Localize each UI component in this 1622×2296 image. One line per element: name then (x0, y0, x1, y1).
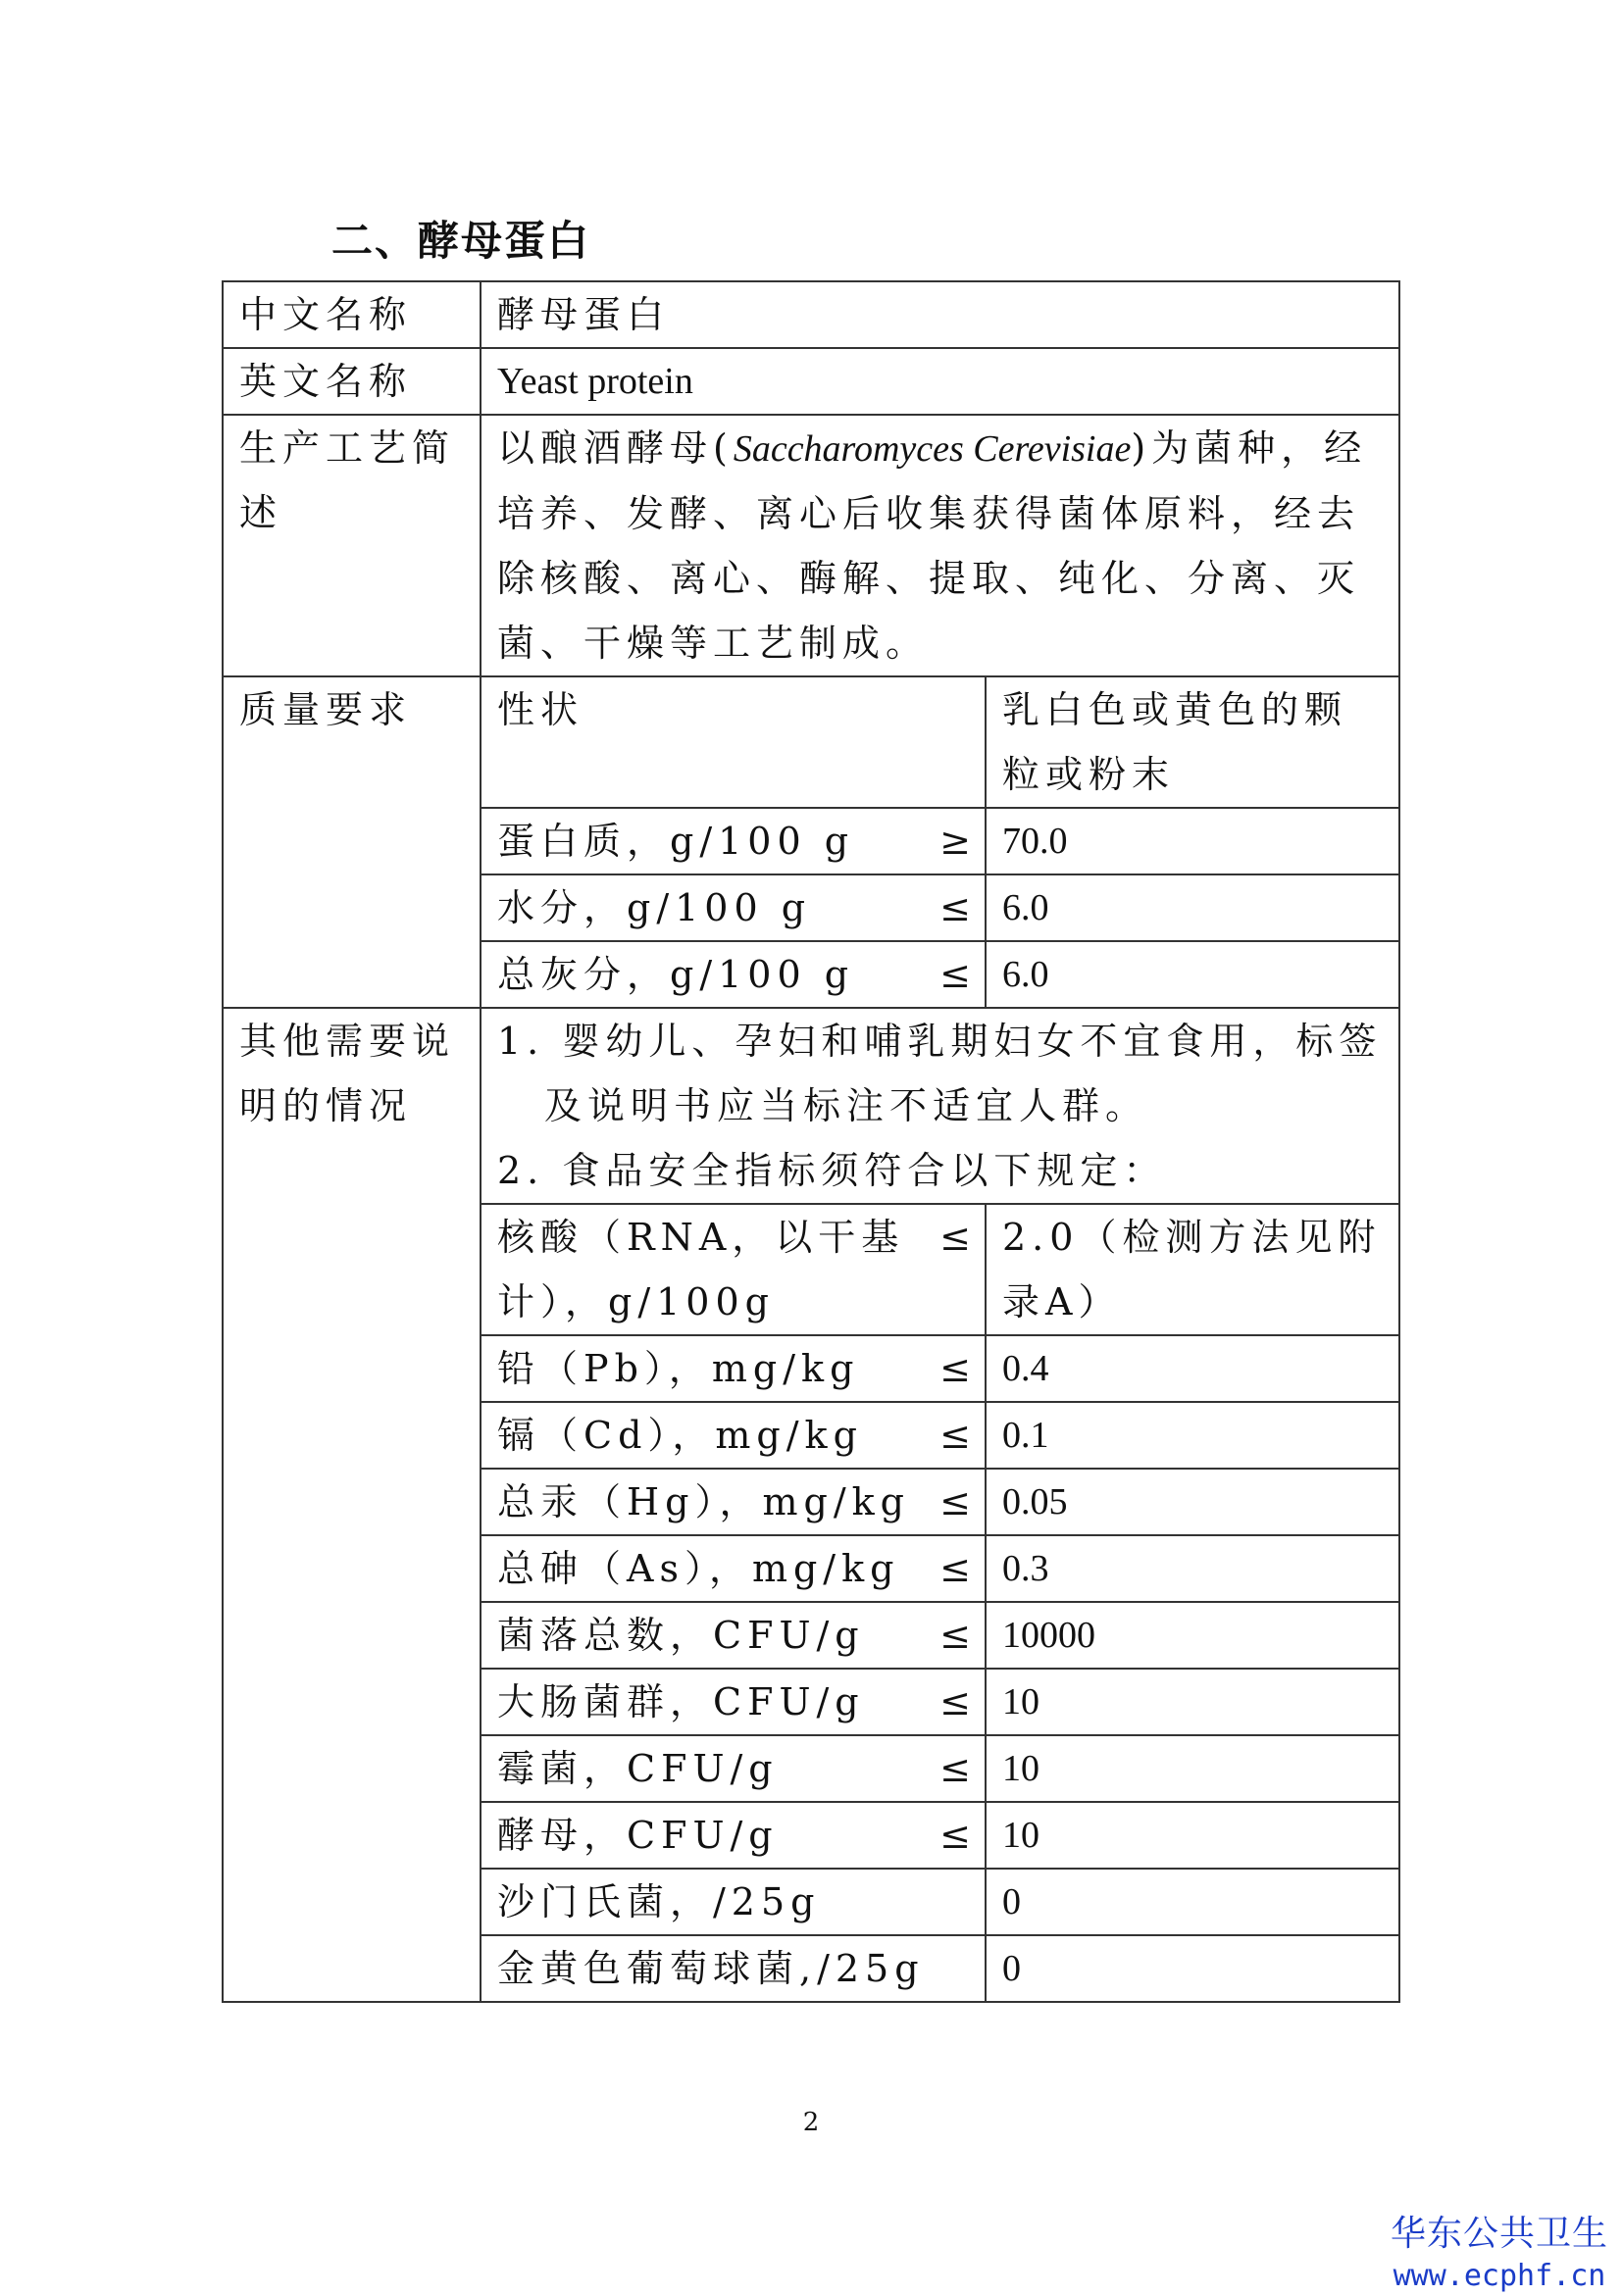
safety-item-name: 金黄色葡萄球菌,/25g (497, 1947, 925, 1990)
safety-item-value: 0 (986, 1935, 1399, 2002)
page-number: 2 (802, 2108, 820, 2137)
process-text-after: )为菌种，经培养、发酵、离心后收集获得菌体原料，经去除核酸、离心、酶解、提取、纯化、分离、灭菌、干燥等工艺制成。 (497, 426, 1368, 665)
other-notes-row (223, 1008, 1399, 1204)
section-title: 二、酵母蛋白 (331, 217, 591, 265)
safety-item-value: 10 (986, 1735, 1399, 1802)
quality-item-name: 水分，g/100 g (497, 886, 812, 929)
safety-item-name: 核酸（RNA，以干基计），g/100g (497, 1216, 905, 1323)
quality-item-name: 性状 (481, 676, 986, 808)
safety-item-value: 10000 (986, 1602, 1399, 1669)
safety-item-name: 总砷（As），mg/kg (497, 1547, 900, 1590)
safety-item-value: 10 (986, 1669, 1399, 1735)
other-note: 2. 食品安全指标须符合以下规定： (497, 1149, 1167, 1192)
safety-item-name-cell (481, 1602, 986, 1669)
safety-item-name: 霉菌，CFU/g (497, 1747, 779, 1790)
quality-row (223, 676, 1399, 808)
watermark-url: www.ecphf.cn (1393, 2259, 1606, 2293)
safety-item-name: 沙门氏菌，/25g (497, 1880, 821, 1923)
quality-item-name-cell (481, 874, 986, 941)
comparison-symbol: ≤ (939, 1814, 971, 1857)
safety-item-name-cell (481, 1669, 986, 1735)
other-label: 其他需要说明的情况 (223, 1008, 481, 2002)
spec-table (222, 280, 1400, 2003)
quality-item-value: 乳白色或黄色的颗粒或粉末 (986, 676, 1399, 808)
safety-item-name: 酵母，CFU/g (497, 1814, 779, 1857)
watermark (1391, 2212, 1608, 2296)
safety-item-name-cell (481, 1204, 986, 1335)
en-name-label: 英文名称 (223, 348, 481, 415)
row-en-name (223, 348, 1399, 415)
comparison-symbol: ≥ (939, 820, 971, 863)
safety-item-name: 总汞（Hg），mg/kg (497, 1480, 910, 1523)
comparison-symbol: ≤ (939, 1614, 971, 1657)
process-label: 生产工艺简述 (223, 415, 481, 676)
comparison-symbol: ≤ (939, 1347, 971, 1390)
cn-name-label: 中文名称 (223, 281, 481, 348)
safety-item-value: 0.3 (986, 1535, 1399, 1602)
safety-item-name-cell (481, 1869, 986, 1935)
row-process (223, 415, 1399, 676)
safety-item-value: 10 (986, 1802, 1399, 1869)
comparison-symbol: ≤ (939, 1414, 971, 1457)
quality-item-name: 总灰分，g/100 g (497, 953, 855, 996)
safety-item-name-cell (481, 1469, 986, 1535)
process-species: Saccharomyces Cerevisiae (733, 428, 1132, 470)
safety-item-name-cell (481, 1535, 986, 1602)
quality-item-value: 6.0 (986, 941, 1399, 1008)
safety-item-name-cell (481, 1802, 986, 1869)
comparison-symbol: ≤ (939, 953, 971, 996)
safety-item-name: 镉（Cd），mg/kg (497, 1414, 863, 1457)
row-cn-name (223, 281, 1399, 348)
safety-item-value: 0 (986, 1869, 1399, 1935)
process-text-before: 以酿酒酵母( (497, 426, 734, 470)
comparison-symbol: ≤ (939, 1747, 971, 1790)
safety-item-name-cell (481, 1735, 986, 1802)
process-text (481, 415, 1399, 676)
comparison-symbol: ≤ (939, 1547, 971, 1590)
quality-label: 质量要求 (223, 676, 481, 1008)
comparison-symbol: ≤ (939, 1680, 971, 1723)
quality-item-value: 6.0 (986, 874, 1399, 941)
safety-item-name: 大肠菌群，CFU/g (497, 1680, 865, 1723)
quality-item-name: 蛋白质，g/100 g (497, 820, 855, 863)
safety-item-name-cell (481, 1935, 986, 2002)
safety-item-value: 0.4 (986, 1335, 1399, 1402)
safety-item-name-cell (481, 1335, 986, 1402)
safety-item-name-cell (481, 1402, 986, 1469)
other-note: 1. 婴幼儿、孕妇和哺乳期妇女不宜食用，标签及说明书应当标注不适宜人群。 (497, 1020, 1383, 1127)
comparison-symbol: ≤ (939, 886, 971, 929)
safety-item-value: 0.1 (986, 1402, 1399, 1469)
safety-item-name: 菌落总数，CFU/g (497, 1614, 865, 1657)
en-name-value: Yeast protein (481, 348, 1399, 415)
comparison-symbol: ≤ (939, 1480, 971, 1523)
comparison-symbol: ≤ (939, 1216, 971, 1259)
cn-name-value: 酵母蛋白 (481, 281, 1399, 348)
quality-item-name-cell (481, 941, 986, 1008)
safety-item-name: 铅（Pb），mg/kg (497, 1347, 860, 1390)
quality-item-value: 70.0 (986, 808, 1399, 874)
watermark-name: 华东公共卫生 (1390, 2214, 1608, 2254)
safety-item-value: 0.05 (986, 1469, 1399, 1535)
quality-item-name-cell (481, 808, 986, 874)
other-notes (481, 1008, 1399, 1204)
safety-item-value: 2.0（检测方法见附录A） (986, 1204, 1399, 1335)
